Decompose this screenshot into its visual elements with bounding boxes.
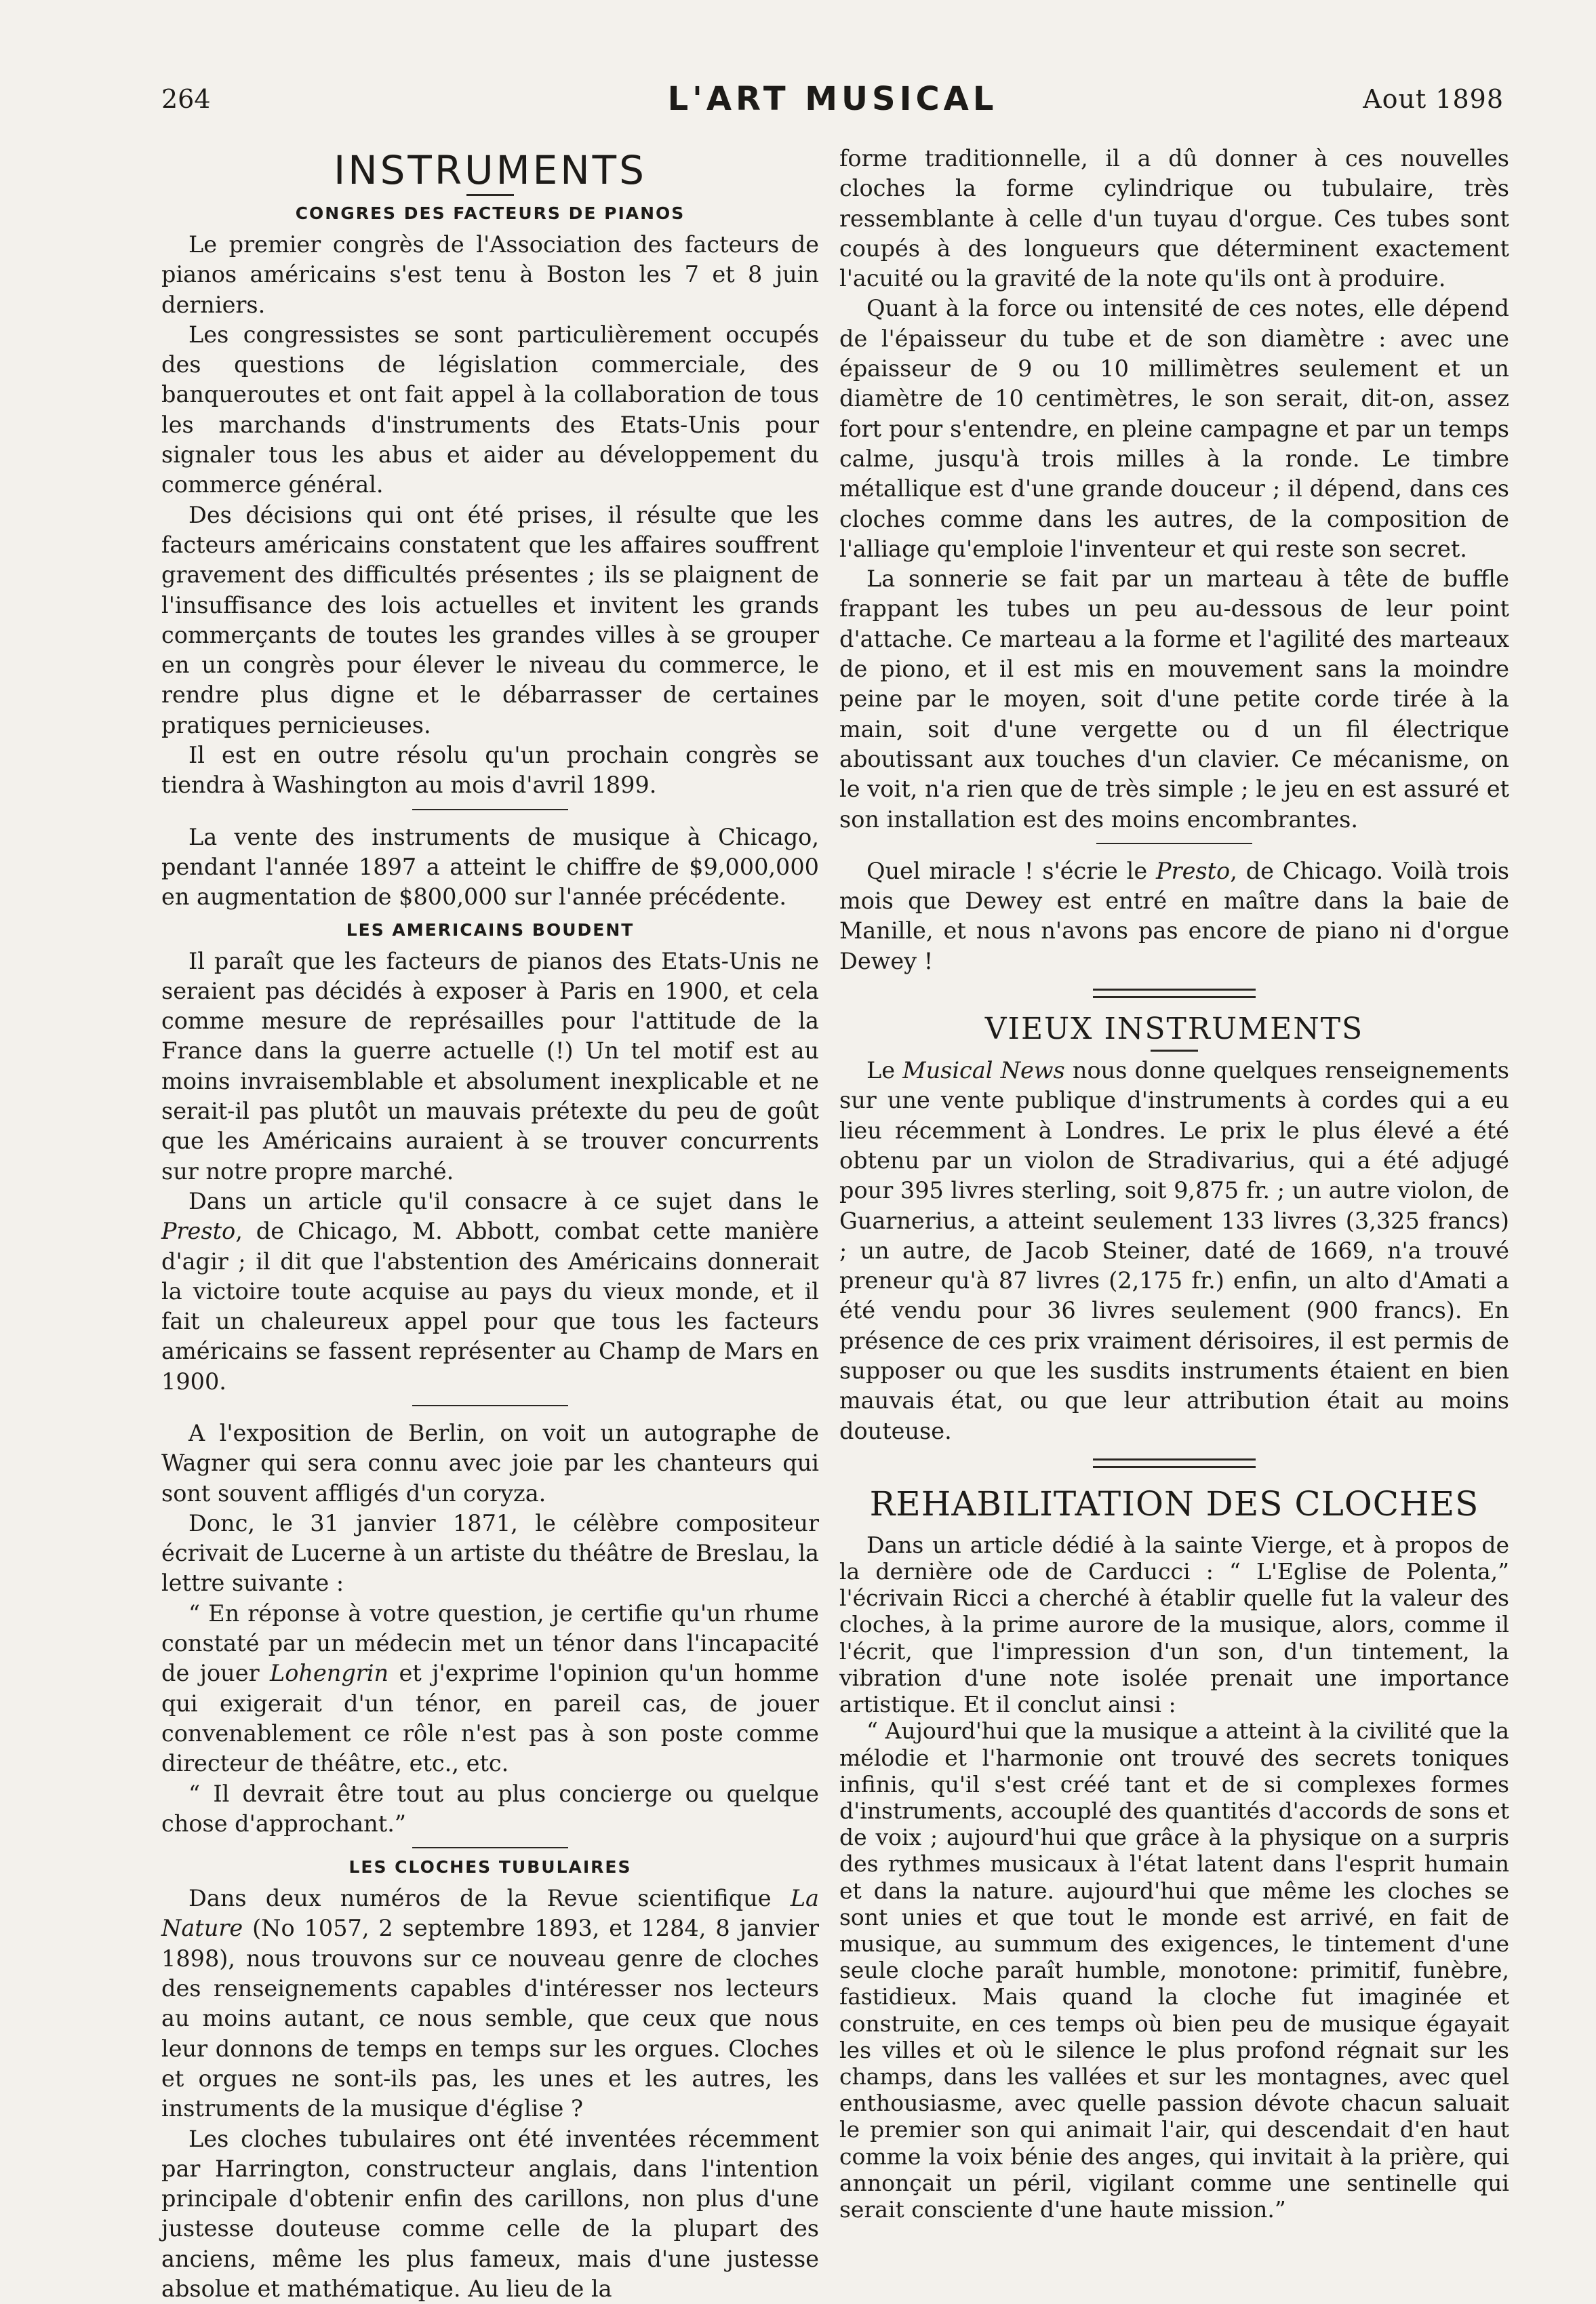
paragraph: Le premier congrès de l'Association des facteurs de pianos américains s'est tenu à Boston les 7 et 8 juin derniers. [161, 231, 819, 318]
separator-rule [412, 1405, 568, 1406]
paragraph: La sonnerie se fait par un marteau à tête de buffle frappant les tubes un peu au-dessous de leur point d'attache. Ce marteau a la forme et l'agilité des marteaux de piono, et il est mis en mouvement sans la moindre peine par le moyen, soit d'une petite corde tirée à la main, soit d'une vergette ou d un fil électrique aboutissant aux touches d'un clavier. Ce mécanisme, on le voit, n'a rien que de très simple ; le jeu en est assuré et son installation est des moins encombrantes. [839, 565, 1509, 833]
paragraph: Dans deux numéros de la Revue scientifique La Nature (No 1057, 2 septembre 1893, et 1284, 8 janvier 1898), nous trouvons sur ce nouveau genre de cloches des renseignements capables d'intéresser nos lecteurs au moins autant, ce nous semble, que ceux que nous leur donnons de temps en temps sur les orgues. Cloches et orgues ne sont-ils pas, les unes et les autres, les instruments de la musique d'église ? [161, 1885, 819, 2122]
page-number: 264 [161, 84, 211, 114]
italic-lohengrin: Lohengrin [269, 1660, 389, 1687]
issue-date: Aout 1898 [1363, 84, 1504, 114]
section-title-rehabilitation: REHABILITATION DES CLOCHES [869, 1484, 1479, 1524]
italic-presto: Presto [161, 1218, 236, 1245]
paragraph: Quant à la force ou intensité de ces notes, elle dépend de l'épaisseur du tube et de son diamètre : avec une épaisseur de 9 ou 10 millimètres seulement et un diamètre de 10 centimètres, le son serait, dit-on, assez fort pour s'entendre, en pleine campagne et par un temps calme, jusqu'à trois milles à la ronde. Le timbre métallique est d'une grande douceur ; il dépend, dans ces cloches comme dans les autres, de la composition de l'alliage qu'emploie l'inventeur et qui reste son secret. [839, 295, 1509, 562]
paragraph: Il est en outre résolu qu'un prochain congrès se tiendra à Washington au mois d'avril 1899. [161, 742, 819, 799]
paragraph: Les cloches tubulaires ont été inventées récemment par Harrington, constructeur anglais, dans l'intention principale d'obtenir enfin des carillons, non plus d'une justesse douteuse comme celle de la plupart des anciens, même les plus fameux, mais d'une justesse absolue et mathématique. Au lieu de la [161, 2125, 819, 2302]
subheading-congres: CONGRES DES FACTEURS DE PIANOS [295, 203, 685, 223]
italic-musical-news: Musical News [902, 1057, 1065, 1084]
paragraph-vente-chicago: La vente des instruments de musique à Chicago, pendant l'année 1897 a atteint le chiffre de $9,000,000 en augmentation de $800,000 sur l'année précédente. [161, 823, 819, 911]
paragraph-quote: “ Il devrait être tout au plus concierge ou quelque chose d'approchant.” [161, 1780, 819, 1837]
separator-rule [412, 1847, 568, 1848]
right-column [839, 144, 1509, 2223]
journal-title: L'ART MUSICAL [667, 80, 998, 118]
paragraph: Des décisions qui ont été prises, il résulte que les facteurs américains constatent que les affaires souffrent gravement des difficultés présentes ; ils se plaignent de l'insuffisance des lois actuelles et invitent les grands commerçants de toutes les grandes villes à se grouper en un congrès pour élever le niveau du commerce, le rendre plus digne et le débarrasser de certaines pratiques pernicieuses. [161, 501, 819, 738]
paragraph: forme traditionnelle, il a dû donner à ces nouvelles cloches la forme cylindrique ou tubulaire, très ressemblante à celle d'un tuyau d'orgue. Ces tubes sont coupés à des longueurs que déterminent exactement l'acuité ou la gravité de la note qu'ils ont à produire. [839, 145, 1509, 292]
italic-presto: Presto [1156, 857, 1231, 884]
title-rule [1151, 1050, 1198, 1052]
paragraph: Dans un article dédié à la sainte Vierge, et à propos de la dernière ode de Carducci : “ L'Eglise de Polenta,” l'écrivain Ricci a cherché à établir quelle fut la valeur des cloches, à la prime aurore de la musique, alors, comme il l'écrit, que l'impression d'un son, d'un tintement, la vibration d'une note isolée prenait une importance artistique. Et il conclut ainsi : [839, 1531, 1509, 1718]
italic-la-nature: La Nature [161, 1885, 819, 1942]
rehabilitation-body [839, 1532, 1509, 2223]
paragraph: Dans un article qu'il consacre à ce sujet dans le Presto, de Chicago, M. Abbott, combat cette manière d'agir ; il dit que l'abstention des Américains donnerait la victoire toute acquise au pays du vieux monde, et il fait un chaleureux appel pour que tous les facteurs américains se fassent représenter au Champ de Mars en 1900. [161, 1187, 819, 1395]
paragraph: Les congressistes se sont particulièrement occupés des questions de législation commerciale, des banqueroutes et ont fait appel à la collaboration de tous les marchands d'instruments des Etats-Unis pour signaler tous les abus et aider au développement du commerce général. [161, 321, 819, 498]
section-title-instruments: INSTRUMENTS [334, 147, 647, 193]
paragraph: Donc, le 31 janvier 1871, le célèbre compositeur écrivait de Lucerne à un artiste du théâtre de Breslau, la lettre suivante : [161, 1509, 819, 1597]
paragraph-miracle: Quel miracle ! s'écrie le Presto, de Chicago. Voilà trois mois que Dewey est entré en maître dans la baie de Manille, et nous n'avons pas encore de piano ni d'orgue Dewey ! [839, 857, 1509, 974]
separator-rule [412, 809, 568, 810]
left-column [161, 144, 819, 2304]
subheading-cloches: LES CLOCHES TUBULAIRES [348, 1857, 632, 1878]
title-rule [466, 194, 514, 196]
paragraph: Il paraît que les facteurs de pianos des Etats-Unis ne seraient pas décidés à exposer à Paris en 1900, et cela comme mesure de représailles pour l'attitude de la France dans la guerre actuelle (!) Un tel motif est au moins invraisemblable et absolument inexplicable et ne serait-il pas plutôt un mauvais prétexte du peu de goût que les Américains auraient à se trouver concurrents sur notre propre marché. [161, 947, 819, 1185]
separator-rule [1096, 843, 1252, 844]
paragraph-quote: “ En réponse à votre question, je certifie qu'un rhume constaté par un médecin met un ténor dans l'incapacité de jouer Lohengrin et j'exprime l'opinion qu'un homme qui exigerait d'un ténor, en pareil cas, de jouer convenablement ce rôle n'est pas à son poste comme directeur de théâtre, etc., etc. [161, 1600, 819, 1777]
paragraph-quote: “ Aujourd'hui que la musique a atteint à la civilité que la mélodie et l'harmonie ont trouvé des secrets toniques infinis, qu'il s'est créé tant et de si complexes formes d'instruments, accouplé des quantités d'accords de sons et de voix ; aujourd'hui que grâce à la physique on a surpris des rythmes musicaux à l'état latent dans l'esprit humain et dans la nature. aujourd'hui que même les cloches se sont unies et que tout le monde est arrivé, en fait de musique, au summum des exigences, le tintement d'une seule cloche paraît humble, monotone: primitif, funèbre, fastidieux. Mais quand la cloche fut imaginée et construite, en ces temps où bien peu de musique égayait les villes et où le silence le plus profond régnait sur les champs, dans les vallées et sur les montagnes, avec quel enthousiasme, avec quelle passion dévote chacun saluait le premier son qui animait l'air, qui descendait d'en haut comme la voix bénie des anges, qui invitait à la prière, qui annonçait un péril, vigilant comme une sentinelle qui serait consciente d'une haute mission.” [839, 1717, 1509, 2223]
paragraph: A l'exposition de Berlin, on voit un autographe de Wagner qui sera connu avec joie par les chanteurs qui sont souvent affligés d'un coryza. [161, 1419, 819, 1507]
double-rule [1093, 989, 1256, 998]
double-rule [1093, 1458, 1256, 1468]
paragraph: Le Musical News nous donne quelques renseignements sur une vente publique d'instruments à cordes qui a eu lieu récemment à Londres. Le prix le plus élevé a été obtenu par un violon de Stradivarius, qui a été adjugé pour 395 livres sterling, soit 9,875 fr. ; un autre violon, de Guarnerius, a atteint seulement 133 livres (3,325 francs) ; un autre, de Jacob Steiner, daté de 1669, n'a trouvé preneur qu'à 87 livres (2,175 fr.) enfin, un alto d'Amati a été vendu pour 36 livres seulement (900 francs). En présence de ces prix vraiment dérisoires, il est permis de supposer ou que les susdits instruments étaient en bien mauvais état, ou que leur attribution était au moins douteuse. [839, 1057, 1509, 1444]
page-header [161, 80, 1504, 127]
section-title-vieux-instruments: VIEUX INSTRUMENTS [984, 1012, 1364, 1047]
subheading-americains: LES AMERICAINS BOUDENT [346, 919, 635, 940]
